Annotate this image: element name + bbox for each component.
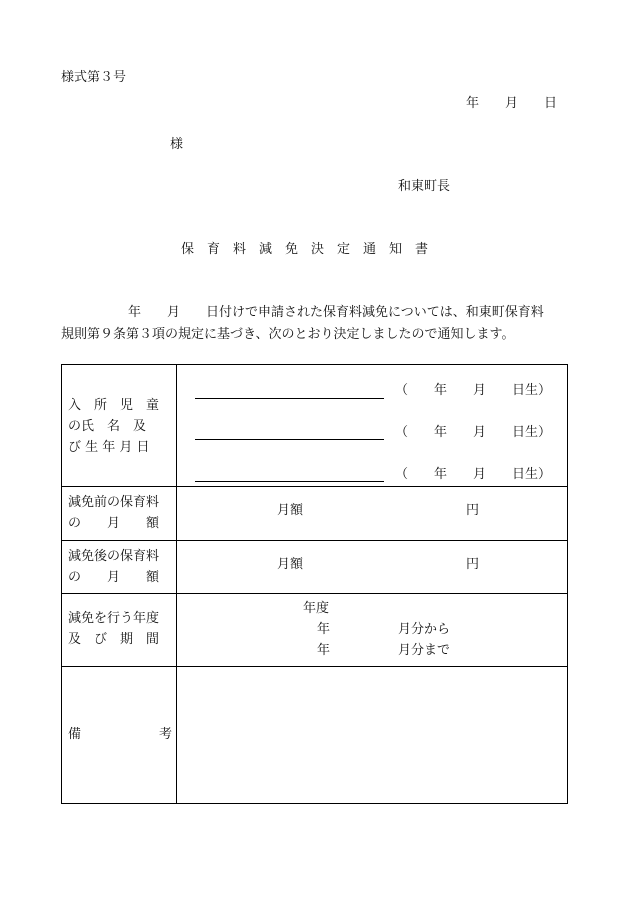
birth-date-3: （ 年 月 日生）	[395, 467, 552, 482]
row-divider-3	[62, 593, 567, 594]
before-yen-label: 円	[466, 503, 480, 518]
after-label-line-1: 減免後の保育料	[68, 549, 160, 564]
child-name-line-2[interactable]	[195, 439, 384, 440]
before-label-line-1: 減免前の保育料	[68, 495, 160, 510]
form-number: 様式第３号	[61, 70, 127, 85]
document-title: 保 育 料 減 免 決 定 通 知 書	[181, 242, 429, 257]
child-name-line-3[interactable]	[195, 481, 384, 482]
row-divider-1	[62, 486, 567, 487]
before-label	[68, 492, 159, 534]
child-label-line-3: び 生 年 月 日	[68, 440, 150, 455]
from-year-label: 年	[317, 622, 331, 637]
to-year-label: 年	[317, 643, 331, 658]
before-monthly-label: 月額	[277, 503, 304, 518]
child-label	[68, 395, 159, 458]
period-label-line-2: 及 び 期 間	[68, 632, 160, 647]
period-label	[68, 608, 159, 650]
after-label-line-2: の 月 額	[68, 570, 160, 585]
from-month-label: 月分から	[398, 622, 451, 637]
after-label	[68, 546, 159, 588]
addressee-suffix: 様	[170, 137, 184, 152]
table-column-divider	[176, 365, 177, 803]
before-label-line-2: の 月 額	[68, 516, 160, 531]
row-divider-4	[62, 666, 567, 667]
body-line-2: 規則第９条第３項の規定に基づき、次のとおり決定しましたので通知します。	[61, 327, 515, 342]
to-month-label: 月分まで	[398, 643, 451, 658]
child-label-line-2: の氏 名 及	[68, 419, 147, 434]
decision-table	[61, 364, 568, 804]
after-monthly-label: 月額	[277, 557, 304, 572]
period-label-line-1: 減免を行う年度	[68, 611, 160, 626]
child-label-line-1: 入 所 児 童	[68, 398, 160, 413]
after-yen-label: 円	[466, 557, 480, 572]
issuer-name: 和東町長	[398, 179, 451, 194]
birth-date-1: （ 年 月 日生）	[395, 383, 552, 398]
body-line-1: 年 月 日付けで申請された保育料減免については、和東町保育料	[128, 305, 544, 320]
fiscal-year-label: 年度	[303, 601, 330, 616]
remarks-label: 備 考	[68, 727, 173, 742]
row-divider-2	[62, 540, 567, 541]
date-line: 年 月 日	[466, 96, 558, 111]
birth-date-2: （ 年 月 日生）	[395, 425, 552, 440]
child-name-line-1[interactable]	[195, 398, 384, 399]
